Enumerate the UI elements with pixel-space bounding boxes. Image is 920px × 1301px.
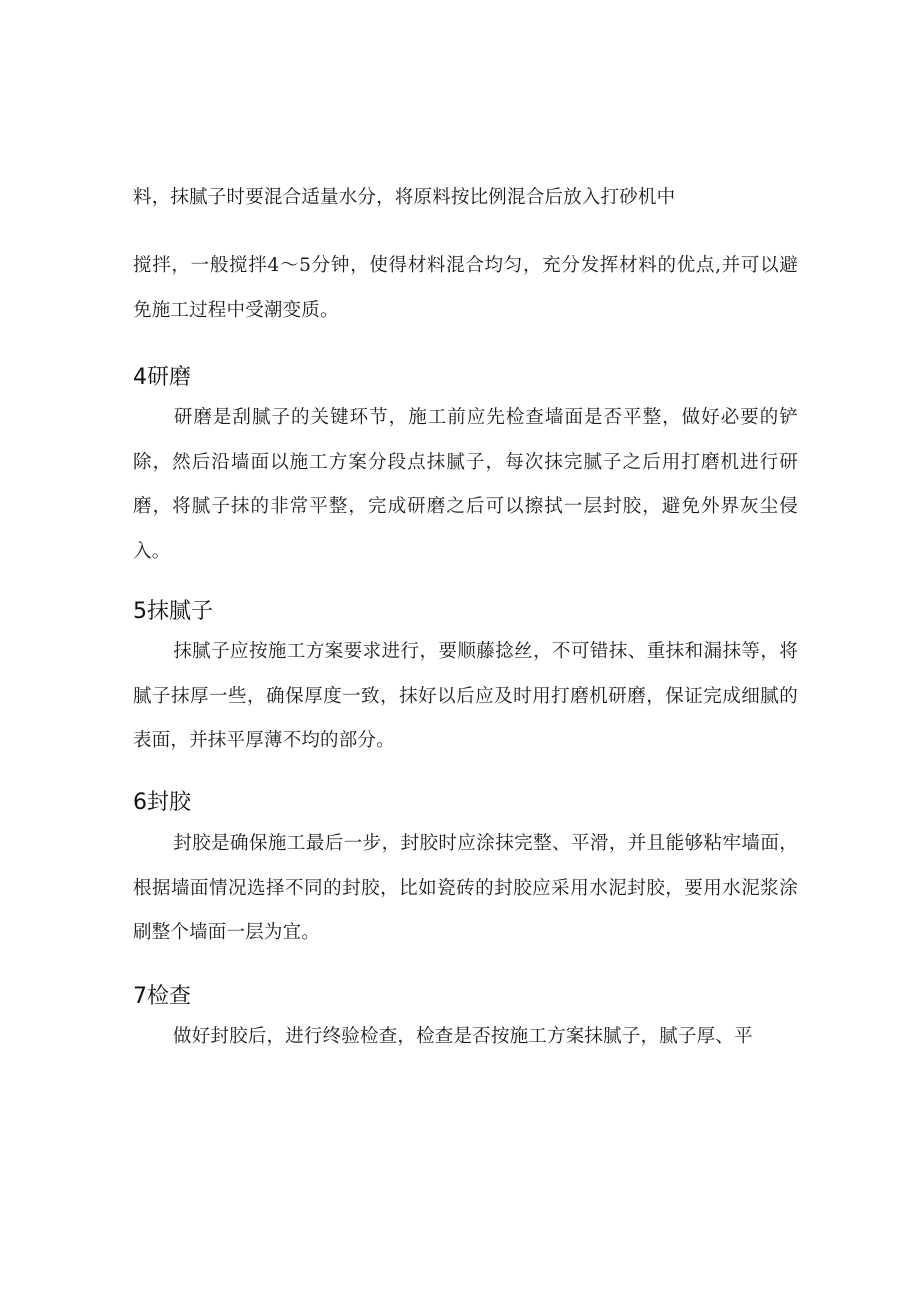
section-body-putty bbox=[133, 630, 798, 764]
section-body-sealant-text: 封胶是确保施工最后一步，封胶时应涂抹完整、平滑，并且能够粘牢墙面，根据墙面情况选择不同的封胶，比如瓷砖的封胶应采用水泥封胶，要用水泥浆涂刷整个墙面一层为宜。 bbox=[133, 833, 798, 943]
section-body-inspection-text: 做好封胶后，进行终验检查，检查是否按施工方案抹腻子，腻子厚、平 bbox=[173, 1026, 753, 1047]
section-heading-inspection: 7检查 bbox=[133, 984, 191, 1009]
section-heading-grinding: 4研磨 bbox=[133, 365, 191, 390]
section-heading-sealant: 6封胶 bbox=[133, 790, 191, 815]
section-body-putty-text: 抹腻子应按施工方案要求进行，要顺藤捻丝，不可错抹、重抹和漏抹等，将腻子抹厚一些，确保厚度一致，抹好以后应及时用打磨机研磨，保证完成细腻的表面，并抹平厚薄不均的部分。 bbox=[133, 641, 798, 751]
section-heading-putty: 5抹腻子 bbox=[133, 599, 213, 624]
section-body-grinding-text: 研磨是刮腻子的关键环节，施工前应先检查墙面是否平整，做好必要的铲除，然后沿墙面以施工方案分段点抹腻子，每次抹完腻子之后用打磨机进行研磨，将腻子抹的非常平整，完成研磨之后可以擦拭一层封胶，避免外界灰尘侵入。 bbox=[133, 407, 798, 562]
section-body-inspection bbox=[133, 1015, 798, 1060]
section-body-sealant bbox=[133, 822, 798, 956]
intro-paragraph: 搅拌，一般搅拌4〜5分钟，使得材料混合均匀，充分发挥材料的优点,并可以避免施工过程中受潮变质。 bbox=[133, 255, 798, 321]
section-body-grinding bbox=[133, 396, 798, 574]
intro-line: 料，抹腻子时要混合适量水分，将原料按比例混合后放入打砂机中 bbox=[133, 187, 676, 208]
